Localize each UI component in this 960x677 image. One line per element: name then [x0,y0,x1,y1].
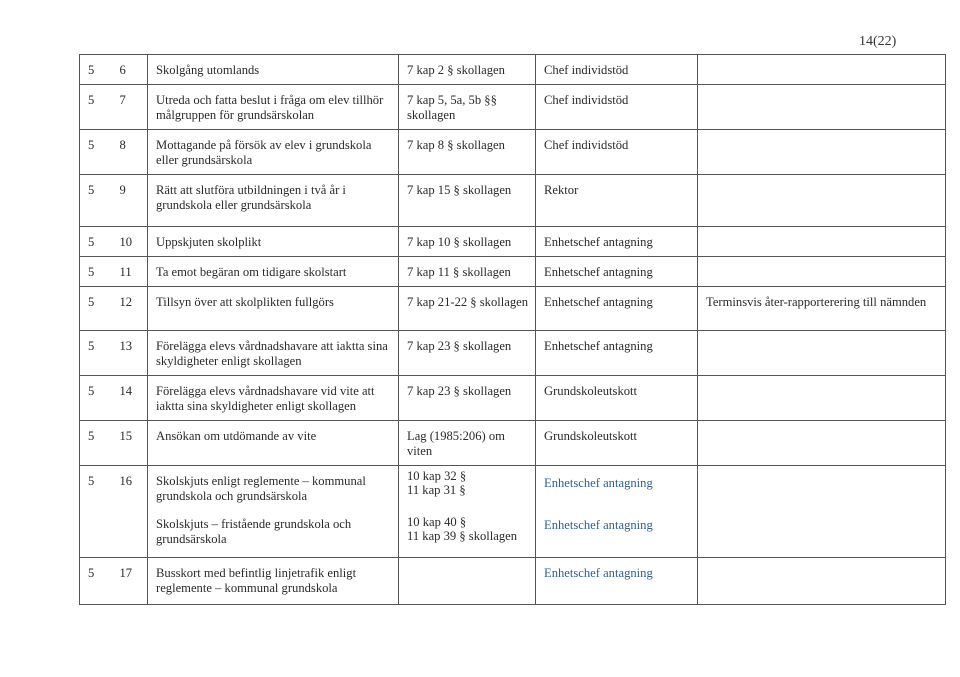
section-number: 5 [80,175,118,227]
table-row [80,331,946,376]
law-line: 10 kap 40 § [407,515,467,529]
delegate-cell: Rektor [536,175,698,227]
note-cell: Terminsvis åter-rapporterering till nämnden [698,287,946,331]
action-cell: Uppskjuten skolplikt [148,227,399,257]
law-cell: 7 kap 11 § skollagen [399,257,536,287]
law-cell [399,558,536,605]
table-row [80,130,946,175]
item-number: 10 [118,227,148,257]
note-cell [698,376,946,421]
law-line: 11 kap 31 § [407,483,466,497]
delegate-cell: Enhetschef antagning [536,227,698,257]
delegate-cell: Enhetschef antagning [536,287,698,331]
note-cell [698,466,946,558]
action-cell: Mottagande på försök av elev i grundskola eller grundsärskola [148,130,399,175]
table-row [80,55,946,85]
law-cell: 7 kap 23 § skollagen [399,331,536,376]
table-row [80,287,946,331]
action-cell: Busskort med befintlig linjetrafik enligt reglemente – kommunal grundskola [148,558,399,605]
item-number: 8 [118,130,148,175]
section-number: 5 [80,421,118,466]
delegate-cell: Enhetschef antagning [536,257,698,287]
action-cell: Förelägga elevs vårdnadshavare vid vite att iaktta sina skyldigheter enligt skollagen [148,376,399,421]
note-cell [698,257,946,287]
note-cell [698,227,946,257]
delegate-cell: Grundskoleutskott [536,376,698,421]
action-cell [148,466,399,558]
table-row [80,227,946,257]
note-cell [698,55,946,85]
action-cell: Rätt att slutföra utbildningen i två år i grundskola eller grundsärskola [148,175,399,227]
section-number: 5 [80,287,118,331]
law-line: 11 kap 39 § skollagen [407,529,518,543]
school-transport-independent: Skolskjuts – fristående grundskola och grundsärskola [156,517,352,546]
section-number: 5 [80,376,118,421]
action-cell: Ta emot begäran om tidigare skolstart [148,257,399,287]
delegate-cell [536,466,698,558]
action-cell: Utreda och fatta beslut i fråga om elev tillhör målgruppen för grundsärskolan [148,85,399,130]
note-cell [698,130,946,175]
law-cell: 7 kap 8 § skollagen [399,130,536,175]
note-cell [698,558,946,605]
law-line: 10 kap 32 § [407,469,467,483]
action-cell: Tillsyn över att skolplikten fullgörs [148,287,399,331]
item-number: 16 [118,466,148,558]
table-row [80,558,946,605]
section-number: 5 [80,558,118,605]
law-cell [399,466,536,558]
item-number: 17 [118,558,148,605]
section-number: 5 [80,55,118,85]
section-number: 5 [80,227,118,257]
item-number: 7 [118,85,148,130]
table-row [80,257,946,287]
law-cell: Lag (1985:206) om viten [399,421,536,466]
item-number: 15 [118,421,148,466]
note-cell [698,175,946,227]
delegate-cell: Grundskoleutskott [536,421,698,466]
section-number: 5 [80,85,118,130]
delegation-table [79,54,946,605]
law-cell: 7 kap 15 § skollagen [399,175,536,227]
action-cell: Förelägga elevs vårdnadshavare att iaktta sina skyldigheter enligt skollagen [148,331,399,376]
note-cell [698,421,946,466]
delegate-line: Enhetschef antagning [544,518,653,532]
law-cell: 7 kap 23 § skollagen [399,376,536,421]
table-row [80,466,946,558]
page-number: 14(22) [859,34,897,49]
action-cell: Ansökan om utdömande av vite [148,421,399,466]
delegate-line: Enhetschef antagning [544,476,653,490]
table-row [80,85,946,130]
section-number: 5 [80,466,118,558]
action-cell: Skolgång utomlands [148,55,399,85]
law-cell: 7 kap 2 § skollagen [399,55,536,85]
section-number: 5 [80,257,118,287]
law-cell: 7 kap 21-22 § skollagen [399,287,536,331]
note-cell [698,85,946,130]
delegate-cell: Enhetschef antagning [536,558,698,605]
item-number: 12 [118,287,148,331]
law-cell: 7 kap 10 § skollagen [399,227,536,257]
table-row [80,421,946,466]
law-cell: 7 kap 5, 5a, 5b §§ skollagen [399,85,536,130]
item-number: 13 [118,331,148,376]
note-cell [698,331,946,376]
delegate-cell: Chef individstöd [536,85,698,130]
item-number: 6 [118,55,148,85]
section-number: 5 [80,130,118,175]
section-number: 5 [80,331,118,376]
table-row [80,175,946,227]
item-number: 11 [118,257,148,287]
delegate-cell: Chef individstöd [536,130,698,175]
school-transport-municipal: Skolskjuts enligt reglemente – kommunal grundskola och grundsärskola [156,474,366,503]
item-number: 14 [118,376,148,421]
delegate-cell: Enhetschef antagning [536,331,698,376]
table-row [80,376,946,421]
delegate-cell: Chef individstöd [536,55,698,85]
item-number: 9 [118,175,148,227]
